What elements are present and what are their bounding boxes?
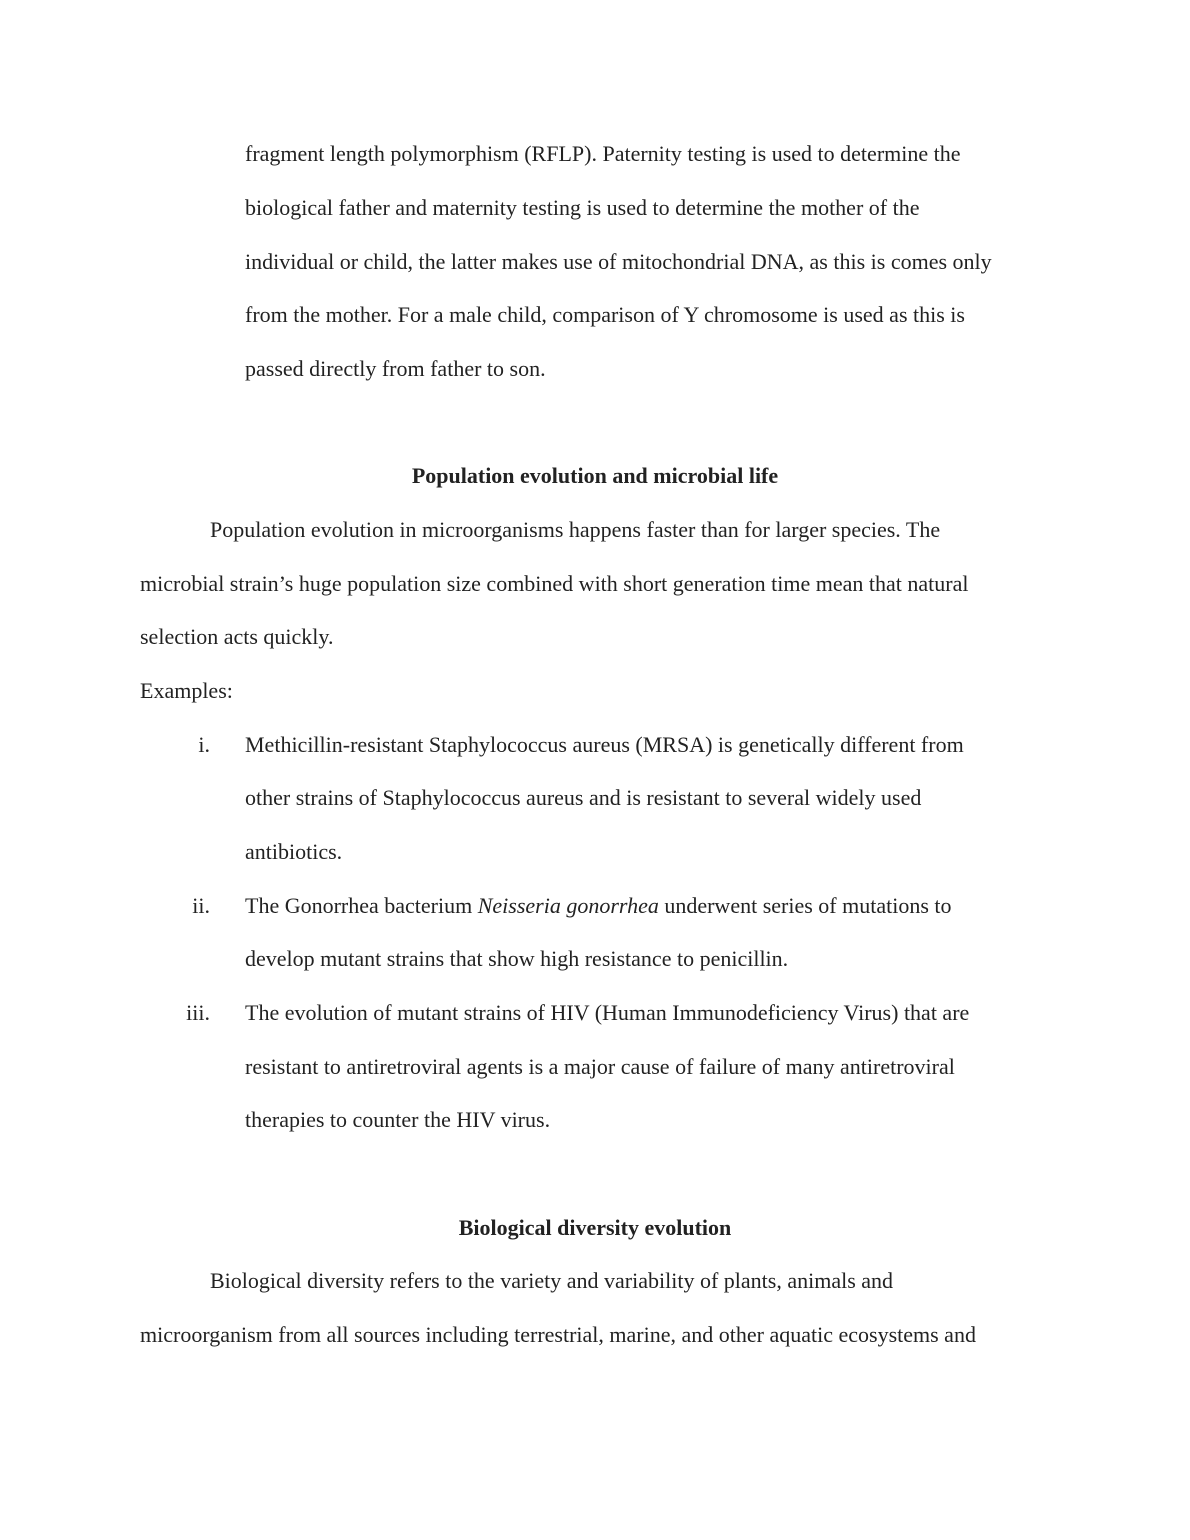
list-item-3-line-1: The evolution of mutant strains of HIV (Human Immunodeficiency Virus) that are [245, 1000, 970, 1025]
section1-paragraph-line-3: selection acts quickly. [140, 624, 334, 649]
section1-paragraph-line-2: microbial strain’s huge population size combined with short generation time mean that natural [140, 571, 969, 596]
section2-paragraph-line-1: Biological diversity refers to the variety and variability of plants, animals and [210, 1268, 894, 1293]
list-marker-i: i. [198, 732, 210, 757]
continuation-line-4: from the mother. For a male child, comparison of Y chromosome is used as this is [245, 302, 965, 327]
list-marker-ii: ii. [192, 893, 210, 918]
section-heading-population-evolution: Population evolution and microbial life [411, 463, 779, 488]
section2-paragraph-line-2: microorganism from all sources including terrestrial, marine, and other aquatic ecosystems and [140, 1322, 976, 1347]
continuation-line-5: passed directly from father to son. [245, 356, 546, 381]
list-item-2-text-after: underwent series of mutations to [658, 893, 952, 918]
examples-label: Examples: [140, 678, 233, 703]
list-item-3-line-3: therapies to counter the HIV virus. [245, 1107, 551, 1132]
species-name-italic: Neisseria gonorrhea [477, 893, 659, 918]
continuation-line-3: individual or child, the latter makes use of mitochondrial DNA, as this is comes only [245, 249, 992, 274]
section1-paragraph-line-1: Population evolution in microorganisms happens faster than for larger species. The [210, 517, 941, 542]
list-item-1-line-3: antibiotics. [245, 839, 343, 864]
list-item-3-line-2: resistant to antiretroviral agents is a major cause of failure of many antiretroviral [245, 1054, 955, 1079]
list-item-2-text-before: The Gonorrhea bacterium [245, 893, 478, 918]
list-item-2-line-1 [245, 891, 952, 921]
section-heading-biological-diversity: Biological diversity evolution [458, 1215, 732, 1240]
list-marker-iii: iii. [186, 1000, 210, 1025]
list-item-2-line-2: develop mutant strains that show high resistance to penicillin. [245, 946, 789, 971]
continuation-line-1: fragment length polymorphism (RFLP). Paternity testing is used to determine the [245, 141, 961, 166]
list-item-1-line-2: other strains of Staphylococcus aureus and is resistant to several widely used [245, 785, 922, 810]
continuation-line-2: biological father and maternity testing is used to determine the mother of the [245, 195, 920, 220]
list-item-1-line-1: Methicillin-resistant Staphylococcus aureus (MRSA) is genetically different from [245, 732, 964, 757]
